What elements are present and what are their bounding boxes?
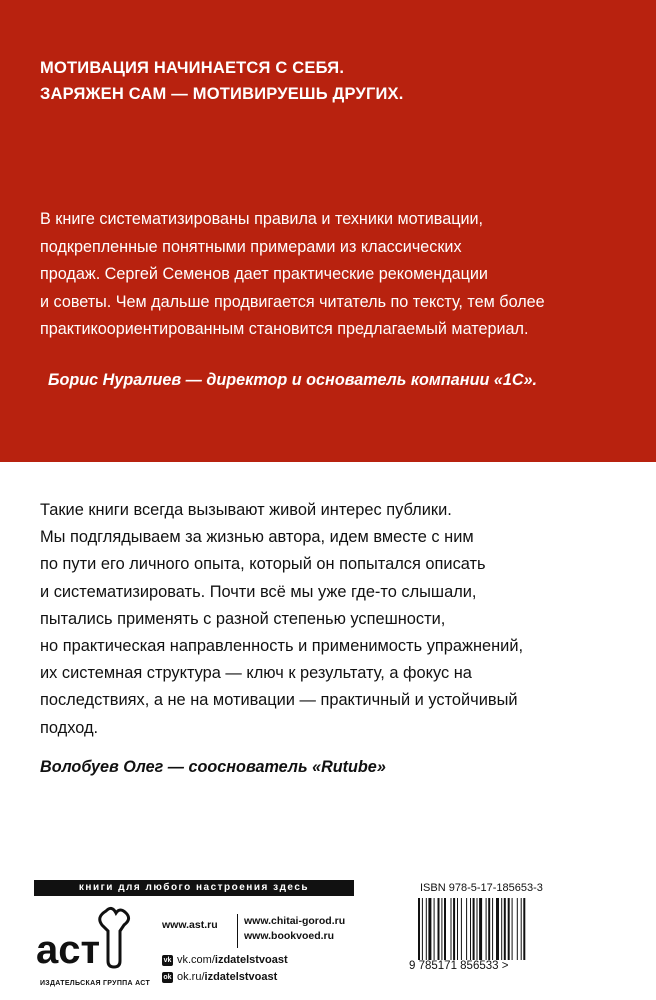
- review-1-line: практикоориентированным становится предлагаемый материал.: [40, 320, 529, 339]
- review-2-line: и систематизировать. Почти всё мы уже где-то слышали,: [40, 582, 477, 601]
- red-panel: [0, 0, 656, 462]
- barcode-bar: [457, 898, 458, 960]
- barcode-bar: [479, 898, 482, 960]
- review-2-line: Мы подглядываем за жизнью автора, идем вместе с ним: [40, 528, 474, 547]
- barcode-bar: [496, 898, 499, 960]
- ok-link[interactable]: [162, 969, 288, 986]
- isbn-number: ISBN 978-5-17-185653-3: [420, 882, 543, 894]
- ast-logo-text: аст: [36, 928, 101, 972]
- ok-icon: ok: [163, 974, 172, 981]
- barcode-bar: [488, 898, 490, 960]
- barcode-bar: [523, 898, 525, 960]
- barcode-bar: [501, 898, 502, 960]
- barcode-bar: [492, 898, 493, 960]
- barcode-bar: [426, 898, 427, 960]
- barcode-icon: [418, 898, 556, 960]
- ok-handle: izdatelstvoast: [204, 971, 278, 983]
- barcode-bar: [461, 898, 462, 960]
- barcode-bar: [453, 898, 455, 960]
- barcode-digits: 9 785171 856533 >: [409, 960, 509, 972]
- social-links: [162, 952, 288, 986]
- review-2-line: их системная структура — ключ к результату, а фокус на: [40, 664, 472, 683]
- barcode-bar: [441, 898, 442, 960]
- barcode-bar: [422, 898, 423, 960]
- headline-line-2: ЗАРЯЖЕН САМ — МОТИВИРУЕШЬ ДРУГИХ.: [40, 85, 404, 103]
- partner-link-bookvoed[interactable]: www.bookvoed.ru: [244, 930, 335, 942]
- barcode-bar: [451, 898, 452, 960]
- review-1-line: и советы. Чем дальше продвигается читатель по тексту, тем более: [40, 292, 545, 311]
- barcode-bar: [517, 898, 518, 960]
- headline: [40, 55, 620, 107]
- barcode-bar: [477, 898, 478, 960]
- barcode-bar: [508, 898, 510, 960]
- barcode-bar: [434, 898, 435, 960]
- ast-logo-icon: [34, 905, 144, 975]
- review-2-attribution: Волобуев Олег — сооснователь «Rutube»: [40, 758, 386, 776]
- review-2-line: но практическая направленность и применимость упражнений,: [40, 637, 524, 656]
- review-1-line: В книге систематизированы правила и техники мотивации,: [40, 210, 484, 228]
- ok-prefix: ok.ru/: [177, 971, 205, 983]
- review-2-line: Такие книги всегда вызывают живой интерес публики.: [40, 501, 452, 519]
- review-1-attribution: Борис Нуралиев — директор и основатель компании «1С».: [48, 371, 538, 389]
- vk-prefix: vk.com/: [177, 954, 215, 966]
- barcode-bar: [466, 898, 467, 960]
- review-2-line: подход.: [40, 718, 99, 737]
- site-link[interactable]: www.ast.ru: [162, 919, 218, 931]
- links-divider: [237, 914, 238, 948]
- review-1-line: подкрепленные понятными примерами из классических: [40, 237, 462, 256]
- review-2-text: [40, 497, 630, 742]
- publisher-name: ИЗДАТЕЛЬСКАЯ ГРУППА АСТ: [39, 980, 151, 987]
- barcode-bar: [512, 898, 513, 960]
- barcode-bar: [504, 898, 506, 960]
- partner-link-chitai-gorod[interactable]: www.chitai-gorod.ru: [244, 915, 346, 927]
- barcode-bar: [438, 898, 440, 960]
- review-2-line: последствиях, а не на мотивации — практичный и устойчивый: [40, 691, 518, 710]
- review-1-text: [40, 206, 620, 344]
- review-2-line: по пути его личного опыта, который он попытался описать: [40, 555, 486, 574]
- barcode-bar: [418, 898, 420, 960]
- vk-handle: izdatelstvoast: [214, 954, 288, 966]
- partner-links: [244, 914, 345, 944]
- barcode-bar: [444, 898, 446, 960]
- tagline-banner: книги для любого настроения здесь: [34, 880, 354, 896]
- vk-link[interactable]: [162, 952, 288, 969]
- headline-line-1: МОТИВАЦИЯ НАЧИНАЕТСЯ С СЕБЯ.: [40, 59, 345, 77]
- vk-icon: vk: [163, 957, 172, 964]
- barcode-bar: [486, 898, 487, 960]
- barcode-bar: [473, 898, 475, 960]
- barcode-bar: [428, 898, 431, 960]
- review-2-line: пытались применять с разной степенью успешности,: [40, 609, 446, 628]
- barcode-bar: [470, 898, 471, 960]
- barcode-bar: [521, 898, 522, 960]
- review-1-line: продаж. Сергей Семенов дает практические рекомендации: [40, 265, 488, 284]
